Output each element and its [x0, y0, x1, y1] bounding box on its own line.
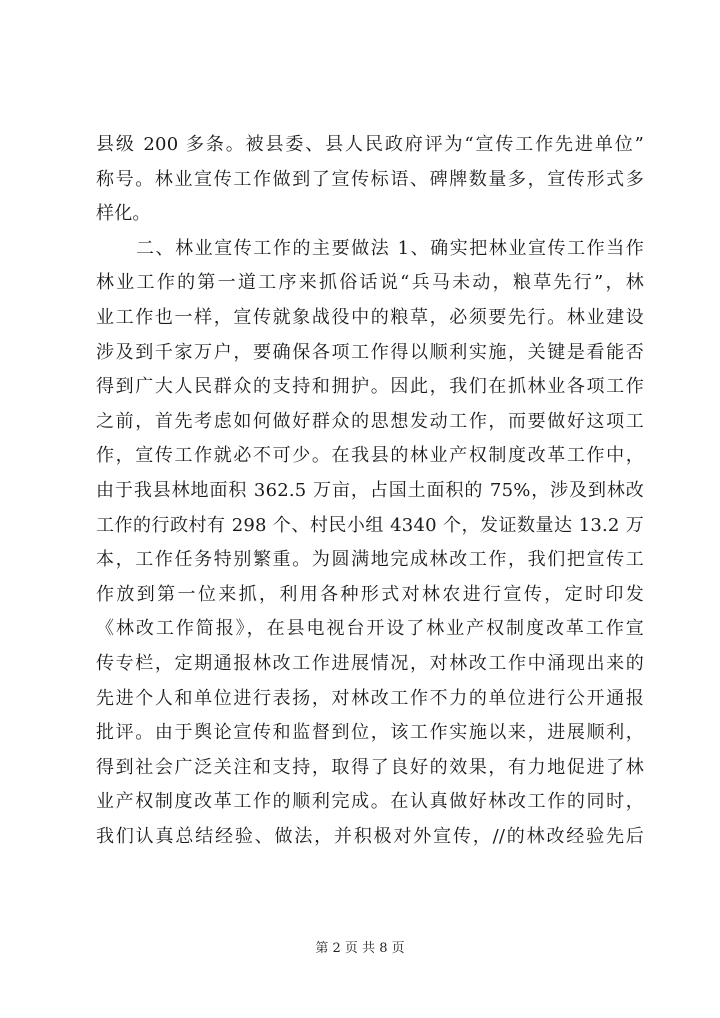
page-number: 第 2 页 共 8 页 [315, 941, 405, 956]
text-line: 得到广大人民群众的支持和拥护。因此，我们在抓林业各项工作 [96, 376, 644, 398]
text-line: 工作的行政村有 298 个、村民小组 4340 个，发证数量达 13.2 万 [96, 514, 644, 536]
text-line: 先进个人和单位进行表扬，对林改工作不力的单位进行公开通报 [96, 687, 644, 709]
text-line: 林业工作的第一道工序来抓俗话说“兵马未动，粮草先行”，林 [96, 272, 644, 294]
text-line: 作放到第一位来抓，利用各种形式对林农进行宣传，定时印发 [96, 583, 644, 605]
text-line: 业工作也一样，宣传就象战役中的粮草，必须要先行。林业建设 [96, 306, 644, 328]
body-text [96, 128, 644, 854]
text-line: 涉及到千家万户，要确保各项工作得以顺利实施，关键是看能否 [96, 341, 644, 363]
text-line: 我们认真总结经验、做法，并积极对外宣传，//的林改经验先后 [96, 825, 644, 847]
text-line: 县级 200 多条。被县委、县人民政府评为“宣传工作先进单位” [96, 134, 644, 155]
text-line: 批评。由于舆论宣传和监督到位，该工作实施以来，进展顺利， [96, 722, 644, 744]
text-line: 《林改工作简报》，在县电视台开设了林业产权制度改革工作宣 [96, 618, 644, 640]
text-line: 得到社会广泛关注和支持，取得了良好的效果，有力地促进了林 [96, 756, 644, 778]
text-line: 样化。 [96, 203, 151, 225]
text-line: 本，工作任务特别繁重。为圆满地完成林改工作，我们把宣传工 [96, 549, 644, 571]
section-heading-line: 二、林业宣传工作的主要做法 1、确实把林业宣传工作当作 [136, 237, 644, 259]
text-line: 传专栏，定期通报林改工作进展情况，对林改工作中涌现出来的 [96, 652, 644, 674]
text-line: 称号。林业宣传工作做到了宣传标语、碑牌数量多，宣传形式多 [96, 168, 644, 190]
text-line: 由于我县林地面积 362.5 万亩，占国土面积的 75%，涉及到林改 [96, 479, 644, 501]
text-line: 之前，首先考虑如何做好群众的思想发动工作，而要做好这项工 [96, 410, 644, 432]
text-line: 作，宣传工作就必不可少。在我县的林业产权制度改革工作中， [96, 445, 644, 467]
text-line: 业产权制度改革工作的顺利完成。在认真做好林改工作的同时， [96, 791, 644, 813]
